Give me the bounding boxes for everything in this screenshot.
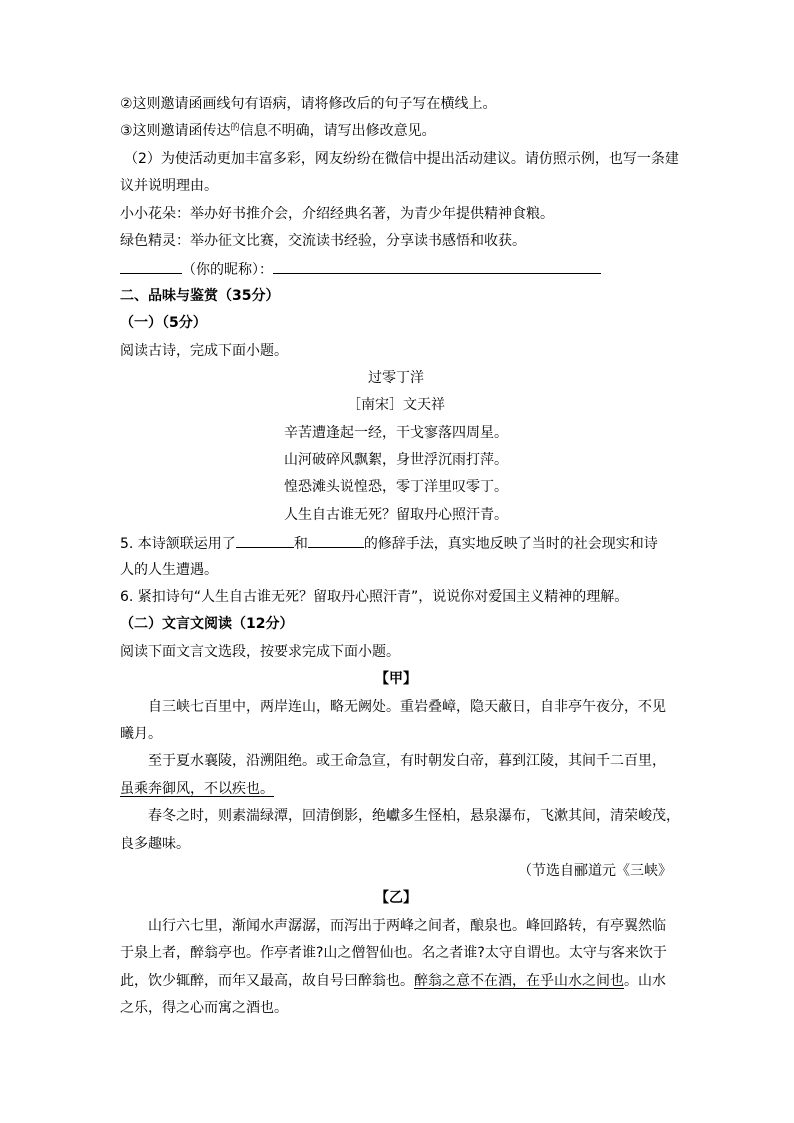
poem-line-1: 辛苦遭逢起一经，干戈寥落四周星。 [284, 424, 508, 441]
question-activity-line1 [120, 150, 679, 168]
passage-jia-p3 [120, 807, 680, 825]
jia-source-text: （节选自郦道元《三峡》 [518, 862, 672, 879]
nickname-blank[interactable] [120, 259, 182, 274]
q5-blank-1[interactable] [236, 533, 294, 548]
section-2-title [120, 287, 672, 305]
poem-author [120, 396, 672, 414]
jia-p2-text-a: 至于夏水襄陵，沿溯阻绝。或王命急宣，有时朝发白帝，暮到江陵，其间千二百里， [148, 753, 666, 770]
poem-line [120, 451, 672, 469]
question-5 [120, 533, 672, 551]
question-activity-line2 [120, 177, 672, 195]
passage-yi-p1-cont2 [120, 972, 672, 990]
jia-label-text: 【甲】 [375, 671, 417, 688]
yi-p1-text-a: 山行六七里，渐闻水声潺潺，而泻出于两峰之间者，酿泉也。峰回路转，有亭翼然临 [148, 917, 666, 934]
yi-p1-text-c-a: 此，饮少辄醉，而年又最高，故自号曰醉翁也。 [120, 972, 414, 989]
jia-p3-text-b: 良多趣味。 [120, 835, 190, 852]
jia-p3-text-a: 春冬之时，则素湍绿潭，回清倒影，绝巘多生怪柏，悬泉瀑布，飞漱其间，清荣峻茂， [148, 808, 680, 825]
poem-line [120, 424, 672, 442]
passage-jia-p1 [120, 698, 672, 716]
q5-text-c: 的修辞手法，真实地反映了当时的社会现实和诗 [363, 536, 658, 553]
question-6 [120, 588, 672, 606]
passage-jia-p1-cont [120, 725, 672, 743]
question-info-fix [120, 122, 672, 140]
example-text-2: 绿色精灵：举办征文比赛，交流读书经验，分享读书感悟和收获。 [120, 232, 526, 249]
passage-jia-label [120, 670, 672, 688]
activity-text-1: （2）为使活动更加丰富多彩，网友纷纷在微信中提出活动建议。请仿照示例，也写一条建 [124, 150, 679, 167]
suggestion-blank[interactable] [273, 259, 601, 274]
example-suggestion-2 [120, 232, 672, 250]
part-1-instruction [120, 342, 672, 360]
passage-jia-p2-cont [120, 780, 672, 798]
nickname-label: （你的昵称）： [182, 262, 273, 279]
poem-line [120, 506, 672, 524]
example-suggestion-1 [120, 205, 672, 223]
yi-p1-text-b: 于泉上者，醉翁亭也。作亭者谁?山之僧智仙也。名之者谁?太守自谓也。太守与客来饮于 [120, 945, 667, 962]
part-2-instruction-text: 阅读下面文言文选段，按要求完成下面小题。 [120, 643, 400, 660]
q5-text-d: 人的人生遭遇。 [120, 561, 218, 578]
passage-yi-p1 [120, 917, 672, 935]
passage-yi-p1-cont1 [120, 944, 672, 962]
yi-label-text: 【乙】 [375, 890, 417, 907]
activity-text-2: 议并说明理由。 [120, 178, 218, 195]
poem-title-text: 过零丁洋 [368, 369, 424, 386]
question-sentence-fix [120, 95, 672, 113]
yi-p1-text-c-b: 。山水 [624, 972, 666, 989]
poem-line-4: 人生自古谁无死？留取丹心照汗青。 [284, 506, 508, 523]
q3-text-sup: 的 [230, 123, 240, 134]
question-5-cont [120, 561, 672, 579]
document-page [120, 95, 680, 1026]
passage-jia-p3-cont [120, 835, 672, 853]
part-1-instruction-text: 阅读古诗，完成下面小题。 [120, 342, 288, 359]
part-2-title [120, 615, 672, 633]
jia-p1-text-b: 曦月。 [120, 725, 162, 742]
passage-jia-p2 [120, 752, 672, 770]
passage-jia-source [120, 862, 672, 880]
answer-nickname-line [120, 259, 672, 277]
q5-text-a: 5. 本诗颔联运用了 [120, 536, 236, 553]
jia-p1-text-a: 自三峡七百里中，两岸连山，略无阙处。重岩叠嶂，隐天蔽日，自非亭午夜分，不见 [148, 698, 666, 715]
jia-underlined-sentence: 虽乘奔御风，不以疾也。 [120, 780, 274, 797]
passage-yi-label [120, 889, 672, 907]
part-2-title-text: （二）文言文阅读（12分） [120, 616, 294, 633]
yi-p1-text-d: 之乐，得之心而寓之酒也。 [120, 999, 288, 1016]
part-1-title [120, 314, 672, 332]
q6-text: 6. 紧扣诗句“人生自古谁无死？留取丹心照汗青”，说说你对爱国主义精神的理解。 [120, 589, 629, 606]
poem-line [120, 478, 672, 496]
q3-text-a: ③这则邀请函传达 [120, 123, 231, 140]
passage-yi-p1-cont3 [120, 999, 672, 1017]
part-1-title-text: （一）（5分） [120, 315, 207, 332]
q3-text-b: 信息不明确，请写出修改意见。 [239, 123, 436, 140]
poem-line-3: 惶恐滩头说惶恐，零丁洋里叹零丁。 [284, 479, 508, 496]
q5-blank-2[interactable] [308, 533, 364, 548]
poem-title [120, 369, 672, 387]
section-2-title-text: 二、品味与鉴赏（35分） [120, 287, 280, 304]
poem-line-2: 山河破碎风飘絮，身世浮沉雨打萍。 [284, 452, 508, 469]
part-2-instruction [120, 643, 672, 661]
poem-author-text: ［南宋］文天祥 [347, 397, 445, 414]
example-text-1: 小小花朵：举办好书推介会，介绍经典名著，为青少年提供精神食粮。 [120, 205, 554, 222]
yi-underlined-sentence: 醉翁之意不在酒，在乎山水之间也 [414, 972, 624, 989]
q2-text: ②这则邀请函画线句有语病，请将修改后的句子写在横线上。 [120, 96, 497, 112]
q5-text-b: 和 [293, 536, 308, 553]
